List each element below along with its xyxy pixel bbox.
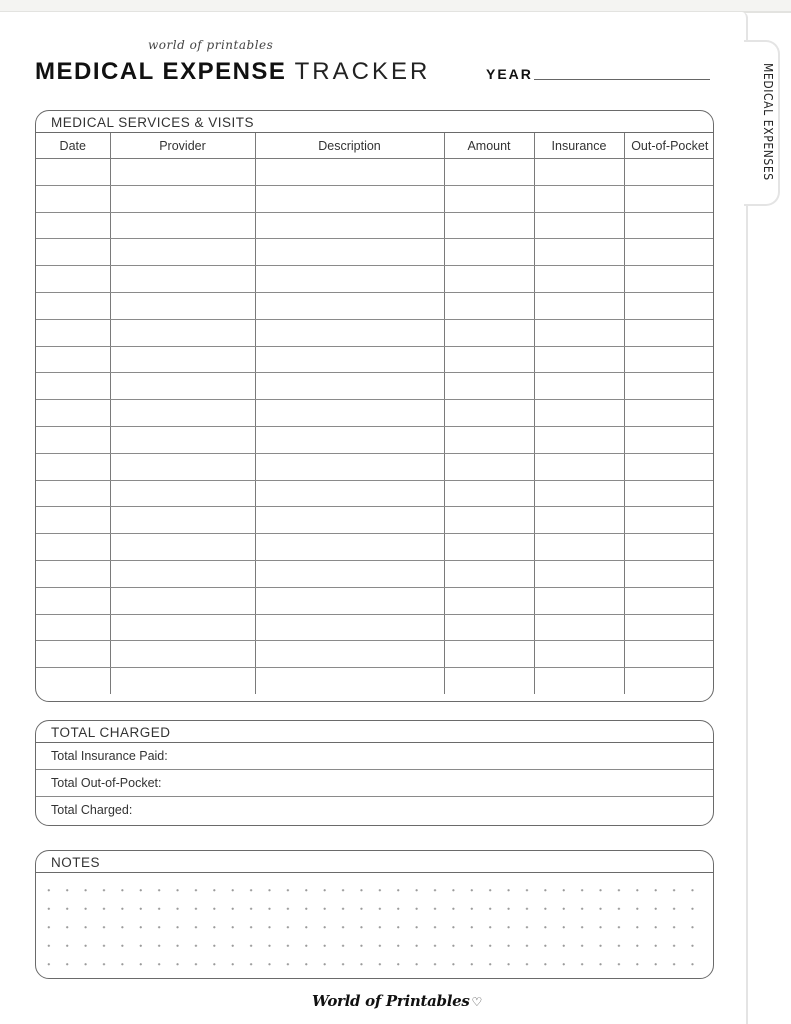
cell-description[interactable] bbox=[255, 212, 444, 239]
cell-description[interactable] bbox=[255, 453, 444, 480]
total-charged-section bbox=[35, 720, 714, 826]
cell-amount[interactable] bbox=[444, 641, 534, 668]
cell-provider[interactable] bbox=[110, 426, 255, 453]
cell-provider[interactable] bbox=[110, 480, 255, 507]
table-row bbox=[36, 239, 714, 266]
cell-amount[interactable] bbox=[444, 212, 534, 239]
cell-out-of-pocket[interactable] bbox=[624, 480, 714, 507]
cell-description[interactable] bbox=[255, 239, 444, 266]
brand-script: world of printables bbox=[148, 38, 274, 52]
section-title: MEDICAL SERVICES & VISITS bbox=[36, 111, 713, 133]
cell-out-of-pocket[interactable] bbox=[624, 668, 714, 694]
footer-brand-text: World of Printables bbox=[312, 992, 470, 1010]
cell-amount[interactable] bbox=[444, 614, 534, 641]
cell-description[interactable] bbox=[255, 668, 444, 694]
cell-amount[interactable] bbox=[444, 346, 534, 373]
cell-amount[interactable] bbox=[444, 292, 534, 319]
cell-out-of-pocket[interactable] bbox=[624, 426, 714, 453]
table-row bbox=[36, 480, 714, 507]
cell-insurance[interactable] bbox=[534, 319, 624, 346]
column-header-out-of-pocket: Out-of-Pocket bbox=[624, 133, 714, 159]
cell-out-of-pocket[interactable] bbox=[624, 185, 714, 212]
cell-provider[interactable] bbox=[110, 185, 255, 212]
cell-insurance[interactable] bbox=[534, 641, 624, 668]
cell-description[interactable] bbox=[255, 534, 444, 561]
cell-amount[interactable] bbox=[444, 319, 534, 346]
cell-insurance[interactable] bbox=[534, 239, 624, 266]
cell-insurance[interactable] bbox=[534, 292, 624, 319]
cell-out-of-pocket[interactable] bbox=[624, 159, 714, 186]
cell-provider[interactable] bbox=[110, 641, 255, 668]
cell-date[interactable] bbox=[36, 668, 110, 694]
cell-date[interactable] bbox=[36, 373, 110, 400]
cell-out-of-pocket[interactable] bbox=[624, 346, 714, 373]
cell-amount[interactable] bbox=[444, 453, 534, 480]
page-title bbox=[35, 58, 430, 86]
cell-insurance[interactable] bbox=[534, 507, 624, 534]
table-row bbox=[36, 668, 714, 694]
cell-provider[interactable] bbox=[110, 507, 255, 534]
cell-date[interactable] bbox=[36, 614, 110, 641]
table-row bbox=[36, 373, 714, 400]
cell-date[interactable] bbox=[36, 185, 110, 212]
cell-date[interactable] bbox=[36, 560, 110, 587]
cell-provider[interactable] bbox=[110, 453, 255, 480]
cell-date[interactable] bbox=[36, 507, 110, 534]
cell-insurance[interactable] bbox=[534, 185, 624, 212]
cell-out-of-pocket[interactable] bbox=[624, 453, 714, 480]
title-light: TRACKER bbox=[294, 58, 431, 85]
medical-services-section bbox=[35, 110, 714, 702]
cell-insurance[interactable] bbox=[534, 373, 624, 400]
cell-description[interactable] bbox=[255, 507, 444, 534]
cell-description[interactable] bbox=[255, 480, 444, 507]
cell-amount[interactable] bbox=[444, 480, 534, 507]
cell-date[interactable] bbox=[36, 587, 110, 614]
table-row bbox=[36, 185, 714, 212]
cell-date[interactable] bbox=[36, 426, 110, 453]
cell-out-of-pocket[interactable] bbox=[624, 319, 714, 346]
table-row bbox=[36, 400, 714, 427]
cell-amount[interactable] bbox=[444, 400, 534, 427]
services-table-body bbox=[36, 159, 714, 694]
cell-insurance[interactable] bbox=[534, 587, 624, 614]
footer-brand bbox=[312, 992, 482, 1010]
side-tab-label: MEDICAL EXPENSES bbox=[761, 63, 775, 181]
cell-insurance[interactable] bbox=[534, 212, 624, 239]
table-row bbox=[36, 507, 714, 534]
cell-provider[interactable] bbox=[110, 239, 255, 266]
column-header-insurance: Insurance bbox=[534, 133, 624, 159]
table-row bbox=[36, 560, 714, 587]
cell-amount[interactable] bbox=[444, 185, 534, 212]
cell-out-of-pocket[interactable] bbox=[624, 266, 714, 293]
cell-insurance[interactable] bbox=[534, 668, 624, 694]
cell-description[interactable] bbox=[255, 185, 444, 212]
cell-insurance[interactable] bbox=[534, 534, 624, 561]
cell-description[interactable] bbox=[255, 400, 444, 427]
cell-out-of-pocket[interactable] bbox=[624, 614, 714, 641]
cell-provider[interactable] bbox=[110, 319, 255, 346]
cell-description[interactable] bbox=[255, 373, 444, 400]
cell-description[interactable] bbox=[255, 426, 444, 453]
cell-insurance[interactable] bbox=[534, 400, 624, 427]
cell-insurance[interactable] bbox=[534, 266, 624, 293]
cell-insurance[interactable] bbox=[534, 560, 624, 587]
column-header-description: Description bbox=[255, 133, 444, 159]
cell-provider[interactable] bbox=[110, 400, 255, 427]
table-row bbox=[36, 534, 714, 561]
year-label: YEAR bbox=[486, 66, 533, 82]
cell-provider[interactable] bbox=[110, 346, 255, 373]
section-title: TOTAL CHARGED bbox=[36, 721, 713, 743]
cell-date[interactable] bbox=[36, 534, 110, 561]
cell-date[interactable] bbox=[36, 292, 110, 319]
cell-provider[interactable] bbox=[110, 560, 255, 587]
cell-provider[interactable] bbox=[110, 614, 255, 641]
cell-description[interactable] bbox=[255, 159, 444, 186]
total-charged-field[interactable]: Total Charged: bbox=[51, 803, 133, 817]
cell-provider[interactable] bbox=[110, 212, 255, 239]
cell-description[interactable] bbox=[255, 641, 444, 668]
cell-date[interactable] bbox=[36, 480, 110, 507]
cell-out-of-pocket[interactable] bbox=[624, 373, 714, 400]
cell-amount[interactable] bbox=[444, 560, 534, 587]
cell-insurance[interactable] bbox=[534, 159, 624, 186]
table-row bbox=[36, 453, 714, 480]
cell-date[interactable] bbox=[36, 239, 110, 266]
cell-description[interactable] bbox=[255, 292, 444, 319]
cell-amount[interactable] bbox=[444, 239, 534, 266]
cell-provider[interactable] bbox=[110, 159, 255, 186]
cell-insurance[interactable] bbox=[534, 614, 624, 641]
cell-out-of-pocket[interactable] bbox=[624, 560, 714, 587]
cell-date[interactable] bbox=[36, 212, 110, 239]
cell-amount[interactable] bbox=[444, 159, 534, 186]
cell-insurance[interactable] bbox=[534, 453, 624, 480]
cell-date[interactable] bbox=[36, 346, 110, 373]
table-row bbox=[36, 266, 714, 293]
table-row bbox=[36, 346, 714, 373]
cell-date[interactable] bbox=[36, 319, 110, 346]
cell-amount[interactable] bbox=[444, 668, 534, 694]
cell-amount[interactable] bbox=[444, 266, 534, 293]
cell-out-of-pocket[interactable] bbox=[624, 400, 714, 427]
table-row bbox=[36, 641, 714, 668]
cell-amount[interactable] bbox=[444, 534, 534, 561]
year-field[interactable] bbox=[534, 79, 710, 80]
cell-date[interactable] bbox=[36, 159, 110, 186]
cell-out-of-pocket[interactable] bbox=[624, 641, 714, 668]
cell-date[interactable] bbox=[36, 266, 110, 293]
cell-description[interactable] bbox=[255, 266, 444, 293]
cell-description[interactable] bbox=[255, 614, 444, 641]
cell-description[interactable] bbox=[255, 587, 444, 614]
cell-date[interactable] bbox=[36, 641, 110, 668]
table-row bbox=[36, 319, 714, 346]
cell-insurance[interactable] bbox=[534, 346, 624, 373]
title-bold: MEDICAL EXPENSE bbox=[35, 58, 287, 85]
table-row bbox=[36, 292, 714, 319]
cell-provider[interactable] bbox=[110, 534, 255, 561]
cell-description[interactable] bbox=[255, 346, 444, 373]
cell-provider[interactable] bbox=[110, 292, 255, 319]
cell-provider[interactable] bbox=[110, 668, 255, 694]
table-row bbox=[36, 212, 714, 239]
column-header-provider: Provider bbox=[110, 133, 255, 159]
heart-icon: ♡ bbox=[471, 995, 482, 1009]
column-header-amount: Amount bbox=[444, 133, 534, 159]
cell-out-of-pocket[interactable] bbox=[624, 587, 714, 614]
section-title: NOTES bbox=[36, 851, 713, 873]
cell-insurance[interactable] bbox=[534, 426, 624, 453]
notes-dot-grid[interactable] bbox=[46, 873, 699, 970]
cell-out-of-pocket[interactable] bbox=[624, 239, 714, 266]
cell-out-of-pocket[interactable] bbox=[624, 212, 714, 239]
cell-amount[interactable] bbox=[444, 507, 534, 534]
cell-provider[interactable] bbox=[110, 373, 255, 400]
cell-out-of-pocket[interactable] bbox=[624, 292, 714, 319]
table-header-row bbox=[36, 133, 714, 159]
cell-amount[interactable] bbox=[444, 373, 534, 400]
notes-section bbox=[35, 850, 714, 979]
cell-insurance[interactable] bbox=[534, 480, 624, 507]
table-row bbox=[36, 587, 714, 614]
cell-amount[interactable] bbox=[444, 587, 534, 614]
table-row bbox=[36, 159, 714, 186]
cell-amount[interactable] bbox=[444, 426, 534, 453]
cell-date[interactable] bbox=[36, 400, 110, 427]
table-row bbox=[36, 426, 714, 453]
cell-description[interactable] bbox=[255, 319, 444, 346]
total-insurance-paid-field[interactable]: Total Insurance Paid: bbox=[36, 743, 713, 770]
table-row bbox=[36, 614, 714, 641]
cell-description[interactable] bbox=[255, 560, 444, 587]
cell-date[interactable] bbox=[36, 453, 110, 480]
services-table bbox=[36, 133, 714, 694]
cell-out-of-pocket[interactable] bbox=[624, 507, 714, 534]
cell-provider[interactable] bbox=[110, 587, 255, 614]
cell-provider[interactable] bbox=[110, 266, 255, 293]
column-header-date: Date bbox=[36, 133, 110, 159]
cell-out-of-pocket[interactable] bbox=[624, 534, 714, 561]
total-out-of-pocket-field[interactable]: Total Out-of-Pocket: bbox=[36, 770, 713, 797]
